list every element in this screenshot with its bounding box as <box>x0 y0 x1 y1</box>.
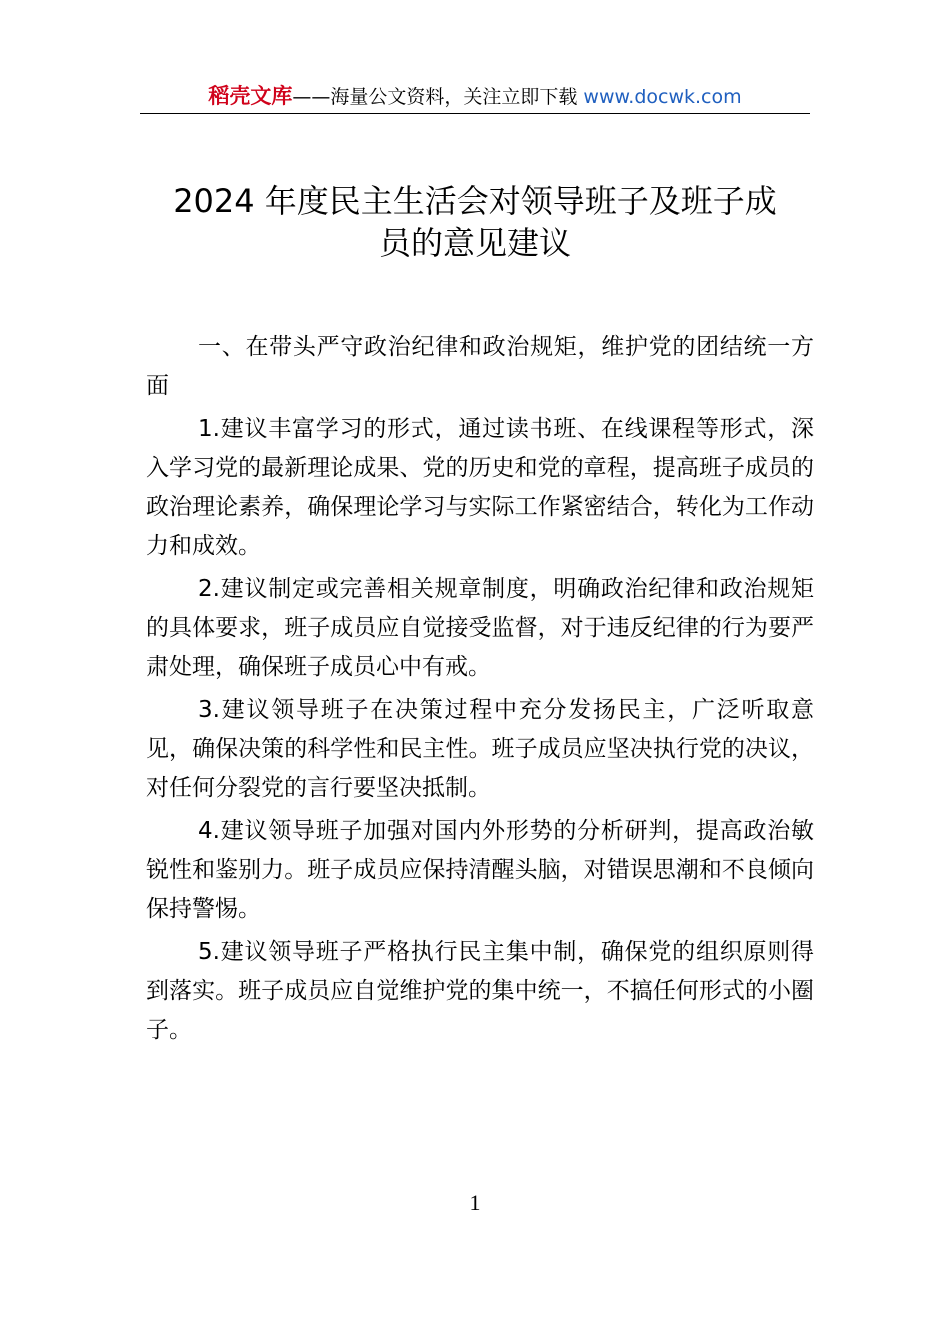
page-number: 1 <box>469 1190 481 1215</box>
header-divider <box>140 113 810 114</box>
document-body <box>146 328 814 1050</box>
section-heading: 一、在带头严守政治纪律和政治规矩，维护党的团结统一方面 <box>146 334 814 399</box>
suggestion-item-2: 2.建议制定或完善相关规章制度，明确政治纪律和政治规矩的具体要求，班子成员应自觉接受监督，对于违反纪律的行为要严肃处理，确保班子成员心中有戒。 <box>146 576 814 680</box>
suggestion-item-4: 4.建议领导班子加强对国内外形势的分析研判，提高政治敏锐性和鉴别力。班子成员应保持清醒头脑，对错误思潮和不良倾向保持警惕。 <box>146 818 814 922</box>
title-line-2: 员的意见建议 <box>378 224 571 262</box>
header-slogan: ——海量公文资料，关注立即下载 <box>292 86 584 108</box>
suggestion-item-1: 1.建议丰富学习的形式，通过读书班、在线课程等形式，深入学习党的最新理论成果、党的历史和党的章程，提高班子成员的政治理论素养，确保理论学习与实际工作紧密结合，转化为工作动力和成效。 <box>146 416 814 559</box>
document-title <box>140 180 810 264</box>
header-url-link[interactable]: www.docwk.com <box>583 86 742 108</box>
suggestion-item-3: 3.建议领导班子在决策过程中充分发扬民主，广泛听取意见，确保决策的科学性和民主性。班子成员应坚决执行党的决议，对任何分裂党的言行要坚决抵制。 <box>146 697 814 801</box>
header-banner <box>140 82 810 111</box>
brand-name: 稻壳文库 <box>208 84 293 108</box>
title-line-1: 2024 年度民主生活会对领导班子及班子成 <box>173 182 777 220</box>
suggestion-item-5: 5.建议领导班子严格执行民主集中制，确保党的组织原则得到落实。班子成员应自觉维护党的集中统一，不搞任何形式的小圈子。 <box>146 939 814 1043</box>
